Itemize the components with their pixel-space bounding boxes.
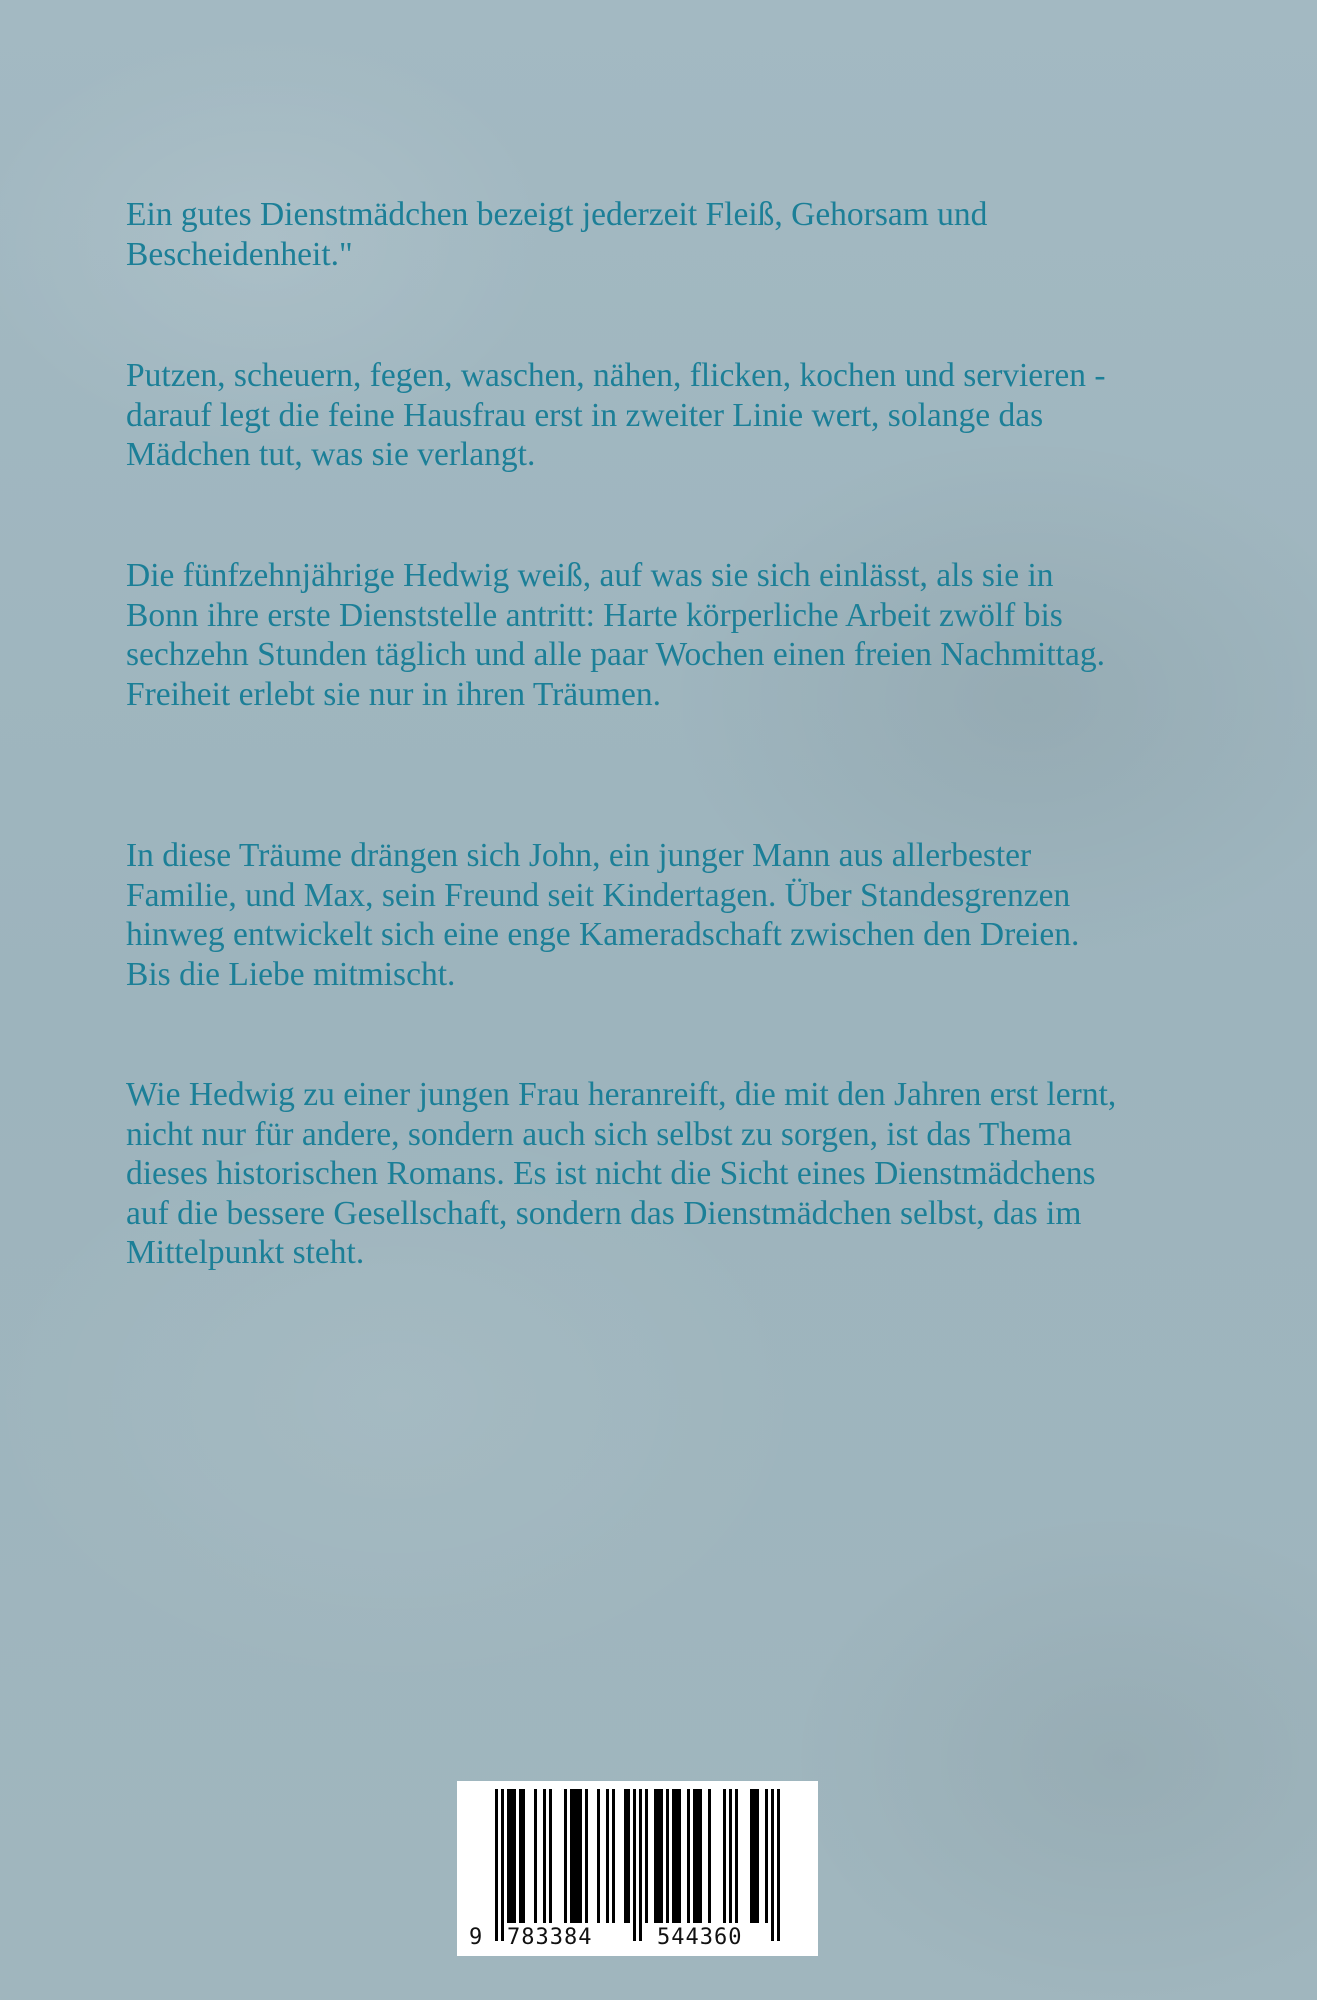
barcode-bar-15 [639,1789,642,1941]
barcode-right-digits: 544360 [657,1925,743,1950]
barcode-bar-0 [495,1789,498,1941]
barcode-bar-6 [549,1789,552,1923]
barcode-bar-25 [735,1789,738,1923]
isbn-barcode [457,1781,818,1956]
barcode-bar-13 [624,1789,630,1923]
barcode-bar-5 [543,1789,546,1923]
barcode-bar-22 [708,1789,711,1923]
barcode-bar-17 [654,1789,663,1923]
barcode-bar-2 [507,1789,516,1923]
barcode-left-digits: 783384 [507,1925,593,1950]
barcode-bar-24 [729,1789,732,1923]
barcode-bar-26 [750,1789,759,1923]
barcode-bar-28 [771,1789,774,1941]
blurb-paragraph-theme: Wie Hedwig zu einer jungen Frau heranreift, die mit den Jahren erst lernt, nicht nur für andere, sondern auch sich selbst zu sorgen, ist das Thema dieses historischen Romans. Es ist nicht die Sicht eines Dienstmädchens auf die bessere Gesellschaft, sondern das Dienstmädchen selbst, das im Mittelpunkt steht. [126,1076,1117,1271]
blurb-paragraph-chores: Putzen, scheuern, fegen, waschen, nähen, flicken, kochen und servieren - darauf legt die feine Hausfrau erst in zweiter Linie wert, solange das Mädchen tut, was sie verlangt. [126,357,1106,473]
barcode-lead-digit: 9 [469,1925,484,1950]
barcode-bar-19 [672,1789,681,1923]
barcode-bar-3 [519,1789,525,1923]
barcode-bar-27 [765,1789,768,1923]
barcode-bar-8 [570,1789,582,1923]
barcode-bar-23 [723,1789,726,1923]
barcode-bar-7 [564,1789,567,1923]
barcode-bar-1 [501,1789,504,1941]
barcode-bar-4 [534,1789,537,1923]
blurb-paragraph-dreams: In diese Träume drängen sich John, ein junger Mann aus allerbester Familie, und Max, sein Freund seit Kindertagen. Über Standesgrenzen hinweg entwickelt sich eine enge Kameradschaft zwischen den Dreien. Bis die Liebe mitmischt. [126,837,1080,993]
barcode-bar-14 [633,1789,636,1941]
barcode-bar-18 [666,1789,669,1923]
barcode-bar-21 [693,1789,702,1923]
barcode-bar-12 [612,1789,615,1923]
barcode-bar-20 [687,1789,690,1923]
blurb-paragraph-hedwig: Die fünfzehnjährige Hedwig weiß, auf was sie sich einlässt, als sie in Bonn ihre erste Dienststelle antritt: Harte körperliche Arbeit zwölf bis sechzehn Stunden täglich und alle paar Wochen einen freien Nachmittag. Freiheit erlebt sie nur in ihren Träumen. [126,557,1105,713]
barcode-bar-16 [645,1789,648,1923]
barcode-bar-29 [777,1789,780,1941]
blurb-paragraph-quote: Ein gutes Dienstmädchen bezeigt jederzeit Fleiß, Gehorsam und Bescheidenheit." [126,196,988,273]
barcode-bar-11 [606,1789,609,1923]
barcode-bar-10 [597,1789,600,1923]
barcode-bar-9 [585,1789,588,1923]
